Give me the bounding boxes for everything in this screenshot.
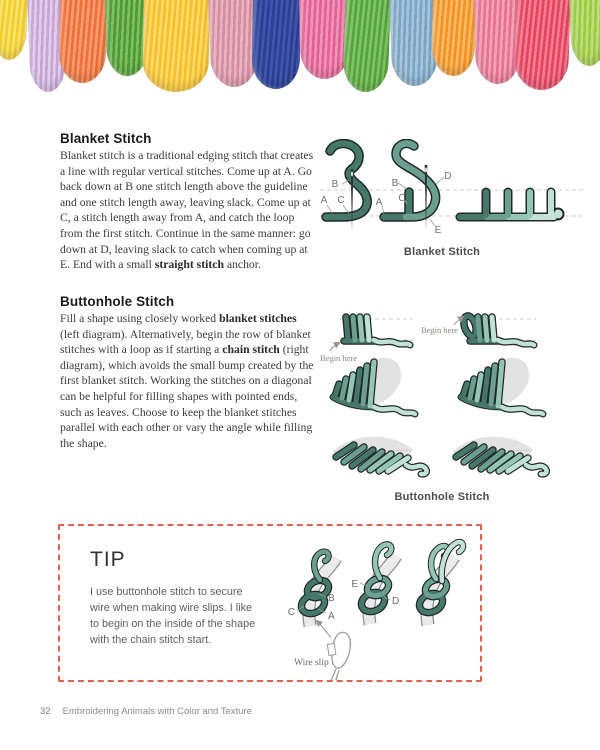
buttonhole-leaf-partial bbox=[333, 358, 543, 414]
floss-photo bbox=[0, 0, 600, 104]
floss-skein bbox=[0, 0, 28, 61]
label-a: A bbox=[320, 195, 328, 206]
label-e: E bbox=[434, 225, 442, 236]
text-segment: Blanket stitch is a traditional edging stitch that creates a line with regular vertical stitches. Come up at A. Go back down at B one stitch length above the guideline and one stitch length away, leaving slack. Come up at C, a stitch length away from A, and catch the loop from the first stitch. Continue in the same manner: go down at D, leaving slack to catch when coming up at E. End with a small bbox=[60, 149, 314, 272]
text-segment: anchor. bbox=[223, 258, 261, 272]
buttonhole-stitch-heading: Buttonhole Stitch bbox=[60, 294, 175, 309]
label-b: B bbox=[391, 178, 399, 189]
tip-wire-diagram bbox=[282, 530, 480, 680]
text-segment: Fill a shape using closely worked bbox=[60, 312, 220, 325]
blanket-diagram-caption: Blanket Stitch bbox=[403, 246, 481, 258]
label-c: C bbox=[398, 193, 406, 204]
buttonhole-diagram-caption: Buttonhole Stitch bbox=[394, 491, 490, 503]
tip-body-text: I use buttonhole stitch to secure wire when making wire slips. I like to begin on the inside of the shape with the chain stitch start. bbox=[90, 586, 256, 646]
floss-skein bbox=[299, 0, 350, 79]
floss-skein bbox=[58, 0, 107, 83]
blanket-stitch-heading: Blanket Stitch bbox=[60, 131, 152, 146]
buttonhole-start-chain bbox=[421, 314, 536, 345]
blanket-stitch-diagram bbox=[318, 139, 590, 251]
label-c: C bbox=[287, 607, 295, 618]
page-number: 32 bbox=[40, 706, 51, 717]
wire-step3 bbox=[416, 542, 463, 625]
text-segment: (right diagram), which avoids the small bump created by the first blanket stitch. Working the stitches on a diagonal can be helpful for filling shapes with pointed ends, such as leaves. Choose to keep the blanket stitches parallel with each other or vary the angle while filling the shape. bbox=[60, 343, 314, 450]
label-d: D bbox=[392, 596, 400, 607]
blanket-step1 bbox=[321, 144, 368, 232]
label-a: A bbox=[328, 611, 335, 622]
label-b: B bbox=[331, 179, 339, 190]
blanket-finished-row bbox=[460, 192, 564, 220]
floss-skein bbox=[514, 0, 571, 91]
page-footer bbox=[40, 706, 252, 717]
floss-skein bbox=[474, 0, 521, 84]
needle-icon bbox=[425, 165, 428, 231]
floss-skein bbox=[432, 0, 476, 76]
label-c: C bbox=[337, 195, 345, 206]
begin-here-label: Begin here bbox=[420, 325, 458, 335]
floss-skein bbox=[569, 0, 600, 67]
book-title: Embroidering Animals with Color and Texture bbox=[62, 706, 252, 717]
floss-skein bbox=[208, 0, 258, 88]
buttonhole-stitch-paragraph bbox=[60, 311, 318, 451]
label-e: E bbox=[351, 579, 358, 590]
floss-skein bbox=[389, 0, 438, 87]
tip-title: TIP bbox=[90, 548, 126, 571]
floss-skein bbox=[142, 0, 210, 93]
text-segment-bold: straight stitch bbox=[154, 258, 224, 272]
wire-slip-label: Wire slip bbox=[294, 658, 329, 668]
label-d: D bbox=[444, 171, 452, 182]
buttonhole-leaf-diagonal bbox=[333, 437, 547, 474]
needle-icon bbox=[351, 169, 354, 232]
floss-skein bbox=[343, 0, 391, 93]
tip-box bbox=[58, 524, 482, 682]
blanket-stitch-paragraph bbox=[60, 148, 316, 273]
wire-slip bbox=[294, 621, 350, 680]
buttonhole-stitch-diagram bbox=[318, 295, 590, 495]
label-a: A bbox=[375, 197, 383, 208]
text-segment-bold: chain stitch bbox=[222, 343, 280, 357]
floss-skein bbox=[251, 0, 301, 89]
buttonhole-start-blanket bbox=[320, 317, 413, 363]
begin-here-label: Begin here bbox=[320, 353, 358, 363]
label-b: B bbox=[328, 593, 335, 604]
text-segment: (left diagram). Alternatively, begin the row of blanket stitches with a loop as if starting a bbox=[60, 327, 311, 357]
text-segment-bold: blanket stitches bbox=[219, 312, 297, 325]
